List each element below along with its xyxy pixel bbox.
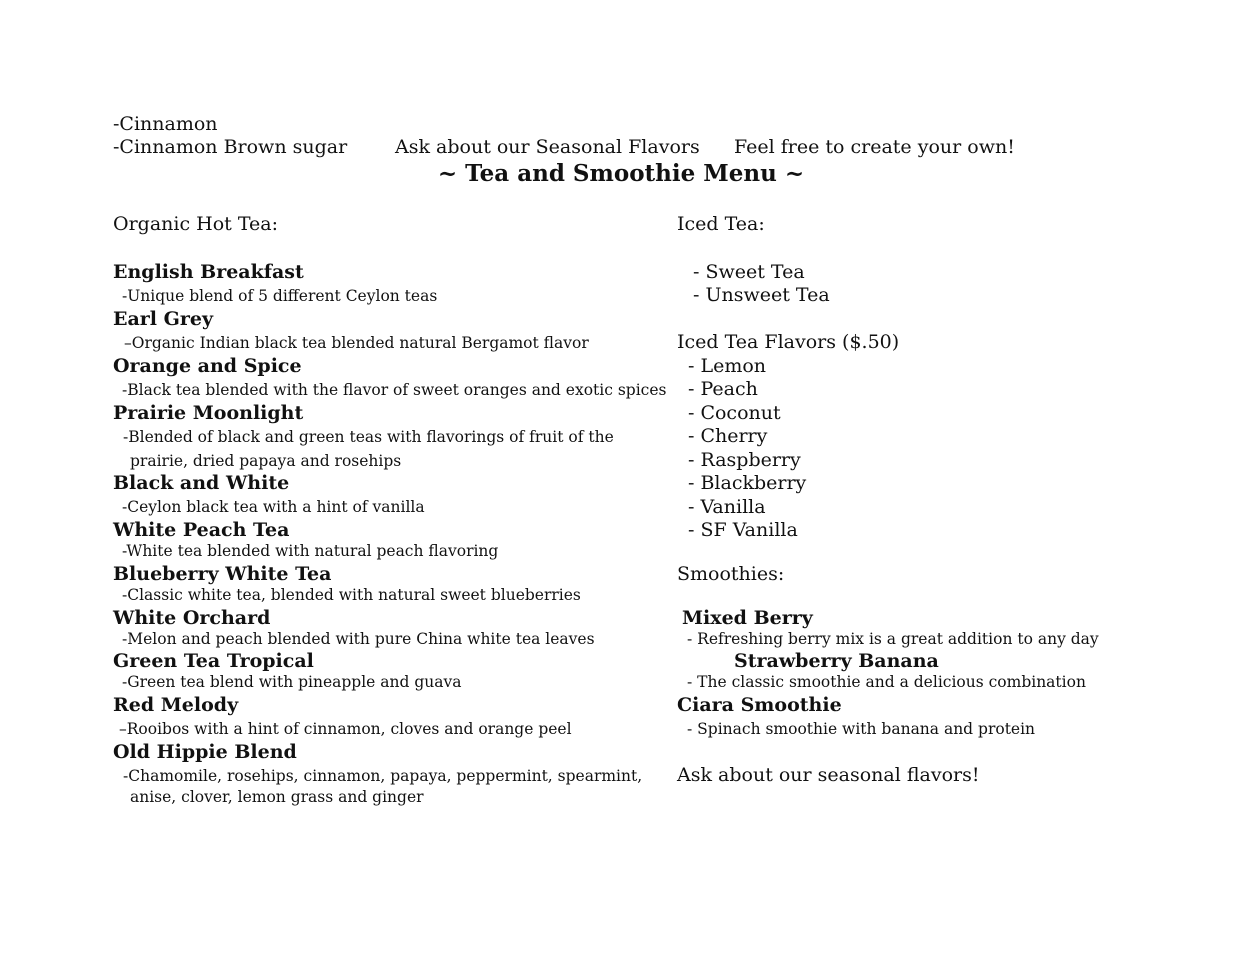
iced-flavors-heading: Iced Tea Flavors ($.50) <box>677 331 900 353</box>
tea-name: Black and White <box>113 472 290 494</box>
iced-tea-heading: Iced Tea: <box>677 213 765 235</box>
tea-description: -Melon and peach blended with pure China white tea leaves <box>122 630 595 648</box>
tea-description: -Black tea blended with the flavor of sweet oranges and exotic spices <box>122 381 667 399</box>
tea-name: Earl Grey <box>113 308 214 330</box>
smoothie-name: Ciara Smoothie <box>677 694 842 716</box>
tea-description: -Green tea blend with pineapple and guava <box>122 673 462 691</box>
tea-name: English Breakfast <box>113 261 304 283</box>
tea-name: Old Hippie Blend <box>113 741 297 763</box>
seasonal-flavors-note: Ask about our Seasonal Flavors <box>395 136 700 158</box>
smoothie-description: - Refreshing berry mix is a great addition to any day <box>687 630 1099 648</box>
flavor-item: - Cherry <box>688 425 768 447</box>
flavor-item: - Raspberry <box>688 449 801 471</box>
smoothie-description: - Spinach smoothie with banana and protein <box>687 720 1036 738</box>
smoothie-description: - The classic smoothie and a delicious combination <box>687 673 1086 691</box>
tea-name: Prairie Moonlight <box>113 402 304 424</box>
flavor-item: - SF Vanilla <box>688 519 798 541</box>
tea-description: -Ceylon black tea with a hint of vanilla <box>122 498 425 516</box>
tea-name: Red Melody <box>113 694 239 716</box>
flavor-item: - Peach <box>688 378 758 400</box>
flavor-item: - Lemon <box>688 355 767 377</box>
tea-name: White Orchard <box>113 607 271 629</box>
iced-tea-item: - Unsweet Tea <box>693 284 830 306</box>
tea-name: Green Tea Tropical <box>113 650 314 672</box>
tea-description: -Unique blend of 5 different Ceylon teas <box>122 287 438 305</box>
create-your-own-note: Feel free to create your own! <box>734 136 1015 158</box>
flavor-item: - Blackberry <box>688 472 807 494</box>
tea-description: -Classic white tea, blended with natural sweet blueberries <box>122 586 581 604</box>
smoothie-name: Strawberry Banana <box>734 650 939 672</box>
cinnamon-brown-sugar-note: -Cinnamon Brown sugar <box>113 136 348 158</box>
hot-tea-heading: Organic Hot Tea: <box>113 213 278 235</box>
cinnamon-note: -Cinnamon <box>113 113 218 135</box>
iced-tea-item: - Sweet Tea <box>693 261 805 283</box>
tea-description: -Chamomile, rosehips, cinnamon, papaya, peppermint, spearmint, <box>123 767 643 785</box>
tea-name: Blueberry White Tea <box>113 563 332 585</box>
smoothie-name: Mixed Berry <box>682 607 813 629</box>
tea-name: Orange and Spice <box>113 355 302 377</box>
tea-name: White Peach Tea <box>113 519 290 541</box>
tea-description: anise, clover, lemon grass and ginger <box>130 788 424 806</box>
smoothies-heading: Smoothies: <box>677 563 785 585</box>
tea-description: –Rooibos with a hint of cinnamon, cloves and orange peel <box>119 720 572 738</box>
tea-description: prairie, dried papaya and rosehips <box>130 452 402 470</box>
flavor-item: - Coconut <box>688 402 781 424</box>
seasonal-flavors-footer: Ask about our seasonal flavors! <box>677 764 980 786</box>
menu-title: ~ Tea and Smoothie Menu ~ <box>437 160 805 187</box>
flavor-item: - Vanilla <box>688 496 766 518</box>
tea-description: –Organic Indian black tea blended natural Bergamot flavor <box>124 334 589 352</box>
tea-description: -Blended of black and green teas with flavorings of fruit of the <box>123 428 614 446</box>
tea-description: -White tea blended with natural peach flavoring <box>122 542 499 560</box>
